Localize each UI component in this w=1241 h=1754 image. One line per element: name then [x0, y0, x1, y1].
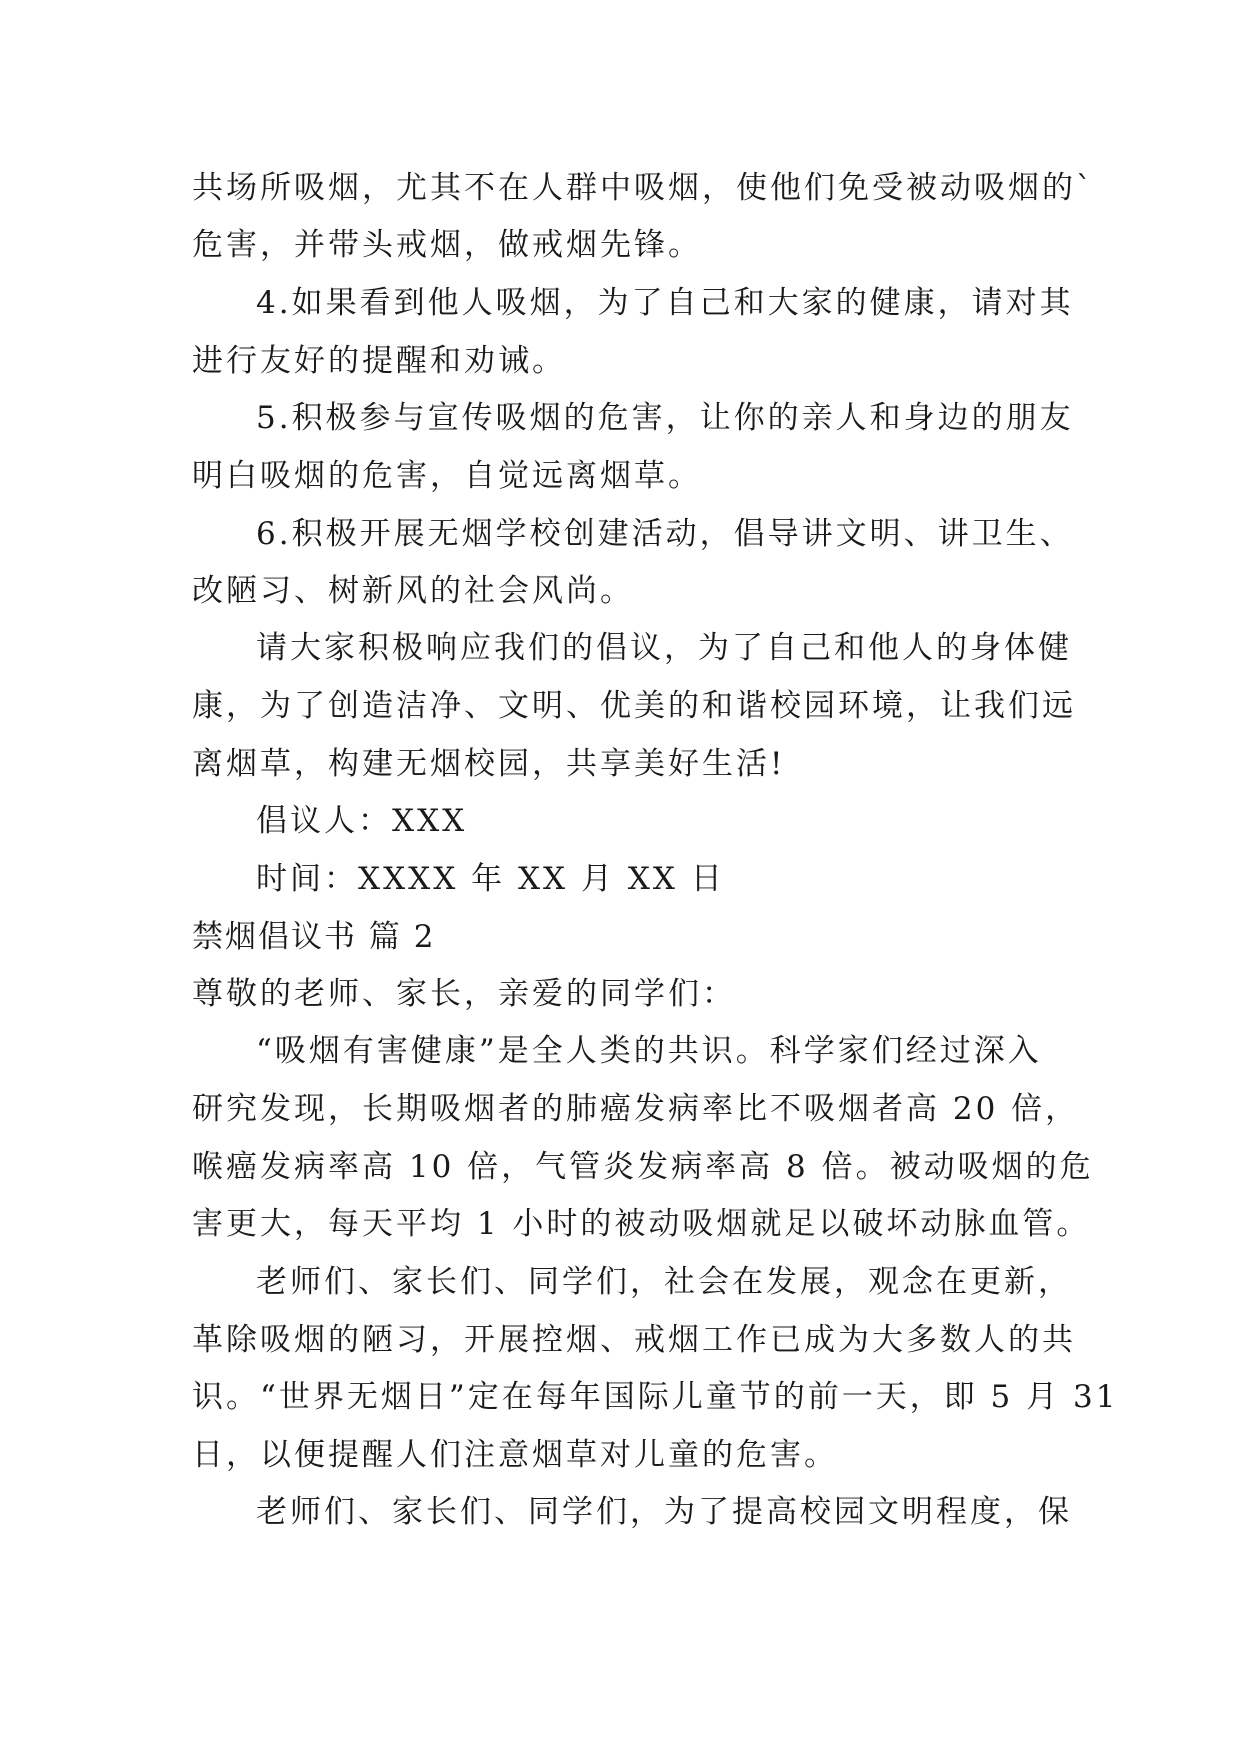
text-line: 改陋习、树新风的社会风尚。: [192, 573, 634, 609]
list-item: 6.积极开展无烟学校创建活动，倡导讲文明、讲卫生、: [256, 516, 1074, 552]
text-line: 研究发现，长期吸烟者的肺癌发病率比不吸烟者高 20 倍，: [192, 1091, 1080, 1127]
text-line: 明白吸烟的危害，自觉远离烟草。: [192, 458, 702, 494]
list-item: 5.积极参与宣传吸烟的危害，让你的亲人和身边的朋友: [256, 400, 1074, 436]
salutation: 尊敬的老师、家长，亲爱的同学们：: [192, 976, 736, 1012]
text-line: 离烟草，构建无烟校园，共享美好生活!: [192, 746, 786, 782]
text-line: 喉癌发病率高 10 倍，气管炎发病率高 8 倍。被动吸烟的危: [192, 1149, 1094, 1185]
text-line: 革除吸烟的陋习，开展控烟、戒烟工作已成为大多数人的共: [192, 1322, 1076, 1358]
paragraph-line: “吸烟有害健康”是全人类的共识。科学家们经过深入: [256, 1033, 1042, 1069]
paragraph-line: 老师们、家长们、同学们，社会在发展，观念在更新，: [256, 1264, 1072, 1300]
text-line: 共场所吸烟，尤其不在人群中吸烟，使他们免受被动吸烟的`: [192, 170, 1095, 206]
text-line: 日，以便提醒人们注意烟草对儿童的危害。: [192, 1437, 838, 1473]
text-line: 识。“世界无烟日”定在每年国际儿童节的前一天，即 5 月 31: [192, 1379, 1119, 1415]
text-line: 害更大，每天平均 1 小时的被动吸烟就足以破坏动脉血管。: [192, 1206, 1091, 1242]
section-heading: 禁烟倡议书 篇 2: [192, 919, 436, 955]
text-line: 进行友好的提醒和劝诫。: [192, 343, 566, 379]
paragraph-line: 老师们、家长们、同学们，为了提高校园文明程度，保: [256, 1494, 1072, 1530]
date-line: 时间：XXXX 年 XX 月 XX 日: [256, 861, 725, 897]
text-line: 危害，并带头戒烟，做戒烟先锋。: [192, 227, 702, 263]
text-line: 康，为了创造洁净、文明、优美的和谐校园环境，让我们远: [192, 688, 1076, 724]
paragraph-line: 请大家积极响应我们的倡议，为了自己和他人的身体健: [256, 630, 1072, 666]
signature-line: 倡议人：XXX: [256, 803, 468, 839]
list-item: 4.如果看到他人吸烟，为了自己和大家的健康，请对其: [256, 285, 1074, 321]
